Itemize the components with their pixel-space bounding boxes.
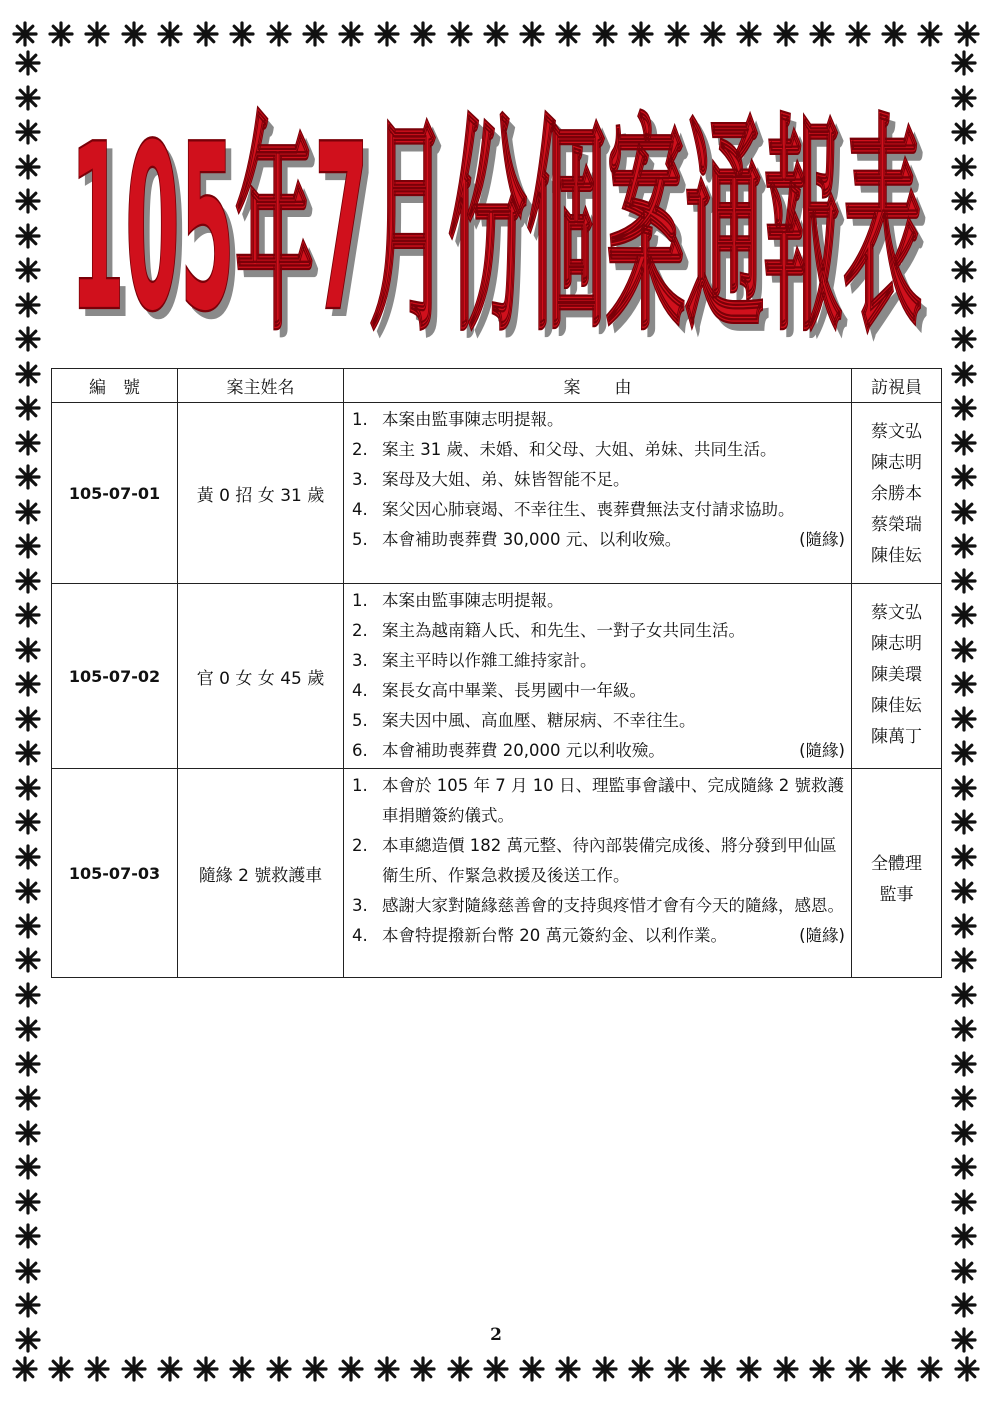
asterisk-star-icon <box>302 1356 328 1382</box>
asterisk-star-icon <box>845 1356 871 1382</box>
visitor-name: 監事 <box>879 885 914 905</box>
asterisk-star-icon <box>229 1356 255 1382</box>
asterisk-star-icon <box>951 740 977 766</box>
asterisk-star-icon <box>951 430 977 456</box>
client-name: 官 0 女 女 45 歲 <box>178 584 344 769</box>
asterisk-star-icon <box>410 21 436 47</box>
item-text-wrap <box>382 586 845 616</box>
asterisk-star-icon <box>84 21 110 47</box>
item-text: 案長女高中畢業、長男國中一年級。 <box>382 681 646 700</box>
asterisk-star-icon <box>628 1356 654 1382</box>
item-text-wrap <box>382 435 845 465</box>
asterisk-star-icon <box>15 1120 41 1146</box>
asterisk-star-icon <box>951 878 977 904</box>
item-number: 6. <box>352 741 368 760</box>
asterisk-star-icon <box>951 671 977 697</box>
visitor-name: 蔡文弘 <box>871 422 922 442</box>
case-reason <box>344 403 852 584</box>
item-text-wrap <box>382 921 845 951</box>
visitor-name: 陳志明 <box>871 453 922 473</box>
asterisk-star-icon <box>881 21 907 47</box>
item-tag: (隨緣) <box>799 741 845 760</box>
reason-list <box>352 405 845 555</box>
asterisk-star-icon <box>15 257 41 283</box>
asterisk-star-icon <box>951 844 977 870</box>
asterisk-star-icon <box>15 292 41 318</box>
asterisk-star-icon <box>951 533 977 559</box>
asterisk-star-icon <box>15 637 41 663</box>
asterisk-star-icon <box>12 1356 38 1382</box>
asterisk-star-icon <box>917 21 943 47</box>
item-text: 本會於 105 年 7 月 10 日、理監事會議中、完成隨緣 2 號救護車捐贈簽約儀式。 <box>382 776 844 825</box>
list-item <box>352 831 845 891</box>
asterisk-star-icon <box>951 982 977 1008</box>
list-item <box>352 435 845 465</box>
table-row <box>52 403 942 584</box>
asterisk-star-icon <box>951 119 977 145</box>
asterisk-star-icon <box>664 1356 690 1382</box>
page-number: 2 <box>490 1325 502 1345</box>
list-item <box>352 891 845 921</box>
table-row <box>52 769 942 978</box>
bottom-star-border <box>12 1353 980 1385</box>
asterisk-star-icon <box>410 1356 436 1382</box>
visitor-name: 余勝本 <box>871 484 922 504</box>
asterisk-star-icon <box>15 775 41 801</box>
item-tag: (隨緣) <box>799 530 845 549</box>
left-star-border <box>12 50 44 1353</box>
reason-list <box>352 771 845 951</box>
asterisk-star-icon <box>951 1189 977 1215</box>
item-number: 3. <box>352 470 368 489</box>
asterisk-star-icon <box>951 568 977 594</box>
header-reason: 案 由 <box>344 369 852 403</box>
item-text: 案夫因中風、高血壓、糖尿病、不幸往生。 <box>382 711 696 730</box>
asterisk-star-icon <box>951 1292 977 1318</box>
item-text-wrap <box>382 465 845 495</box>
asterisk-star-icon <box>700 21 726 47</box>
asterisk-star-icon <box>15 361 41 387</box>
asterisk-star-icon <box>592 1356 618 1382</box>
table-header-row <box>52 369 942 403</box>
asterisk-star-icon <box>229 21 255 47</box>
visitor-name: 陳佳妘 <box>871 696 922 716</box>
item-text: 本會補助喪葬費 20,000 元以利收殮。 <box>382 741 665 760</box>
visitor-name: 陳美環 <box>871 665 922 685</box>
asterisk-star-icon <box>15 1085 41 1111</box>
asterisk-star-icon <box>121 1356 147 1382</box>
list-item <box>352 646 845 676</box>
asterisk-star-icon <box>15 913 41 939</box>
asterisk-star-icon <box>773 1356 799 1382</box>
asterisk-star-icon <box>951 154 977 180</box>
visitor-name: 陳志明 <box>871 634 922 654</box>
asterisk-star-icon <box>15 50 41 76</box>
item-number: 1. <box>352 591 368 610</box>
item-text-wrap <box>382 646 845 676</box>
asterisk-star-icon <box>15 947 41 973</box>
list-item <box>352 405 845 435</box>
right-star-border <box>948 50 980 1353</box>
asterisk-star-icon <box>951 775 977 801</box>
asterisk-star-icon <box>951 292 977 318</box>
asterisk-star-icon <box>483 1356 509 1382</box>
header-id: 編 號 <box>52 369 178 403</box>
item-number: 4. <box>352 926 368 945</box>
asterisk-star-icon <box>736 1356 762 1382</box>
item-number: 3. <box>352 896 368 915</box>
title-shadow-text: 105年7月份個案通報表 <box>76 102 929 355</box>
asterisk-star-icon <box>15 1258 41 1284</box>
visitor-name: 蔡文弘 <box>871 603 922 623</box>
asterisk-star-icon <box>951 223 977 249</box>
asterisk-star-icon <box>951 188 977 214</box>
list-item <box>352 736 845 766</box>
asterisk-star-icon <box>15 223 41 249</box>
client-name: 隨緣 2 號救護車 <box>178 769 344 978</box>
asterisk-star-icon <box>951 499 977 525</box>
asterisk-star-icon <box>951 464 977 490</box>
list-item <box>352 706 845 736</box>
item-text: 案母及大姐、弟、妹皆智能不足。 <box>382 470 630 489</box>
visitors <box>852 769 942 978</box>
asterisk-star-icon <box>809 21 835 47</box>
item-text: 本會補助喪葬費 30,000 元、以利收殮。 <box>382 530 682 549</box>
asterisk-star-icon <box>447 1356 473 1382</box>
case-id: 105-07-01 <box>52 403 178 584</box>
asterisk-star-icon <box>12 21 38 47</box>
item-text: 案父因心肺衰竭、不幸往生、喪葬費無法支付請求協助。 <box>382 500 795 519</box>
asterisk-star-icon <box>157 1356 183 1382</box>
asterisk-star-icon <box>48 21 74 47</box>
item-text: 案主為越南籍人氏、和先生、一對子女共同生活。 <box>382 621 745 640</box>
asterisk-star-icon <box>84 1356 110 1382</box>
asterisk-star-icon <box>951 85 977 111</box>
asterisk-star-icon <box>15 844 41 870</box>
asterisk-star-icon <box>951 50 977 76</box>
asterisk-star-icon <box>15 1223 41 1249</box>
asterisk-star-icon <box>951 706 977 732</box>
asterisk-star-icon <box>951 1085 977 1111</box>
asterisk-star-icon <box>773 21 799 47</box>
asterisk-star-icon <box>951 637 977 663</box>
asterisk-star-icon <box>628 21 654 47</box>
asterisk-star-icon <box>302 21 328 47</box>
asterisk-star-icon <box>15 568 41 594</box>
item-text: 本會特提撥新台幣 20 萬元簽約金、以利作業。 <box>382 926 727 945</box>
visitor-name: 蔡榮瑞 <box>871 515 922 535</box>
item-text-wrap <box>382 616 845 646</box>
asterisk-star-icon <box>374 21 400 47</box>
asterisk-star-icon <box>555 1356 581 1382</box>
asterisk-star-icon <box>266 21 292 47</box>
asterisk-star-icon <box>951 913 977 939</box>
item-text-wrap <box>382 676 845 706</box>
asterisk-star-icon <box>700 1356 726 1382</box>
list-item <box>352 616 845 646</box>
asterisk-star-icon <box>809 1356 835 1382</box>
asterisk-star-icon <box>951 602 977 628</box>
case-id: 105-07-03 <box>52 769 178 978</box>
case-reason <box>344 769 852 978</box>
asterisk-star-icon <box>15 740 41 766</box>
list-item <box>352 495 845 525</box>
asterisk-star-icon <box>447 21 473 47</box>
asterisk-star-icon <box>951 1120 977 1146</box>
page-title <box>52 55 940 355</box>
asterisk-star-icon <box>15 602 41 628</box>
asterisk-star-icon <box>736 21 762 47</box>
wordart-title <box>52 55 940 355</box>
visitor-name: 陳萬丁 <box>871 727 922 747</box>
asterisk-star-icon <box>951 947 977 973</box>
list-item <box>352 921 845 951</box>
asterisk-star-icon <box>951 1327 977 1353</box>
item-text: 本車總造價 182 萬元整、待內部裝備完成後、將分發到甲仙區衛生所、作緊急救援及後送工作。 <box>382 836 837 885</box>
item-tag: (隨緣) <box>799 926 845 945</box>
asterisk-star-icon <box>15 878 41 904</box>
visitors <box>852 584 942 769</box>
list-item <box>352 465 845 495</box>
visitors <box>852 403 942 584</box>
asterisk-star-icon <box>266 1356 292 1382</box>
list-item <box>352 676 845 706</box>
asterisk-star-icon <box>15 188 41 214</box>
item-text-wrap <box>382 495 845 525</box>
item-number: 3. <box>352 651 368 670</box>
asterisk-star-icon <box>15 1154 41 1180</box>
item-number: 2. <box>352 621 368 640</box>
asterisk-star-icon <box>951 1051 977 1077</box>
asterisk-star-icon <box>15 809 41 835</box>
item-text: 本案由監事陳志明提報。 <box>382 410 564 429</box>
asterisk-star-icon <box>951 1223 977 1249</box>
asterisk-star-icon <box>951 1154 977 1180</box>
asterisk-star-icon <box>15 1189 41 1215</box>
asterisk-star-icon <box>15 1051 41 1077</box>
asterisk-star-icon <box>193 21 219 47</box>
asterisk-star-icon <box>338 1356 364 1382</box>
asterisk-star-icon <box>15 85 41 111</box>
asterisk-star-icon <box>951 257 977 283</box>
asterisk-star-icon <box>15 982 41 1008</box>
asterisk-star-icon <box>48 1356 74 1382</box>
case-id: 105-07-02 <box>52 584 178 769</box>
table-row <box>52 584 942 769</box>
header-name: 案主姓名 <box>178 369 344 403</box>
asterisk-star-icon <box>664 21 690 47</box>
asterisk-star-icon <box>193 1356 219 1382</box>
asterisk-star-icon <box>951 395 977 421</box>
item-text-wrap <box>382 706 845 736</box>
asterisk-star-icon <box>951 1258 977 1284</box>
asterisk-star-icon <box>951 326 977 352</box>
item-text-wrap <box>382 405 845 435</box>
item-number: 5. <box>352 711 368 730</box>
case-reason <box>344 584 852 769</box>
client-name: 黃 0 招 女 31 歲 <box>178 403 344 584</box>
asterisk-star-icon <box>338 21 364 47</box>
asterisk-star-icon <box>15 119 41 145</box>
item-number: 2. <box>352 836 368 855</box>
asterisk-star-icon <box>157 21 183 47</box>
title-text: 105年7月份個案通報表 <box>70 94 923 355</box>
item-text-wrap <box>382 891 845 921</box>
asterisk-star-icon <box>15 499 41 525</box>
item-number: 5. <box>352 530 368 549</box>
item-text-wrap <box>382 736 845 766</box>
asterisk-star-icon <box>15 671 41 697</box>
item-text-wrap <box>382 771 845 831</box>
item-text-wrap <box>382 831 845 891</box>
asterisk-star-icon <box>15 430 41 456</box>
asterisk-star-icon <box>15 706 41 732</box>
asterisk-star-icon <box>15 533 41 559</box>
asterisk-star-icon <box>881 1356 907 1382</box>
asterisk-star-icon <box>954 1356 980 1382</box>
asterisk-star-icon <box>555 21 581 47</box>
asterisk-star-icon <box>951 809 977 835</box>
asterisk-star-icon <box>519 1356 545 1382</box>
item-number: 1. <box>352 776 368 795</box>
asterisk-star-icon <box>483 21 509 47</box>
list-item <box>352 525 845 555</box>
asterisk-star-icon <box>15 1327 41 1353</box>
list-item <box>352 771 845 831</box>
header-visitor: 訪視員 <box>852 369 942 403</box>
item-text: 本案由監事陳志明提報。 <box>382 591 564 610</box>
list-item <box>352 586 845 616</box>
top-star-border <box>12 18 980 50</box>
item-number: 4. <box>352 681 368 700</box>
item-text: 案主 31 歲、未婚、和父母、大姐、弟妹、共同生活。 <box>382 440 777 459</box>
visitor-name: 陳佳妘 <box>871 546 922 566</box>
item-text: 感謝大家對隨緣慈善會的支持與疼惜才會有今天的隨緣，感恩。 <box>382 896 844 915</box>
asterisk-star-icon <box>15 1292 41 1318</box>
item-text: 案主平時以作雜工維持家計。 <box>382 651 597 670</box>
asterisk-star-icon <box>15 395 41 421</box>
asterisk-star-icon <box>845 21 871 47</box>
item-number: 2. <box>352 440 368 459</box>
asterisk-star-icon <box>121 21 147 47</box>
case-report-table <box>51 368 942 978</box>
asterisk-star-icon <box>15 464 41 490</box>
asterisk-star-icon <box>954 21 980 47</box>
asterisk-star-icon <box>592 21 618 47</box>
asterisk-star-icon <box>15 326 41 352</box>
asterisk-star-icon <box>374 1356 400 1382</box>
asterisk-star-icon <box>917 1356 943 1382</box>
asterisk-star-icon <box>519 21 545 47</box>
item-number: 1. <box>352 410 368 429</box>
asterisk-star-icon <box>15 1016 41 1042</box>
asterisk-star-icon <box>15 154 41 180</box>
item-number: 4. <box>352 500 368 519</box>
reason-list <box>352 586 845 766</box>
visitor-name: 全體理 <box>871 854 922 874</box>
asterisk-star-icon <box>951 361 977 387</box>
asterisk-star-icon <box>951 1016 977 1042</box>
item-text-wrap <box>382 525 845 555</box>
